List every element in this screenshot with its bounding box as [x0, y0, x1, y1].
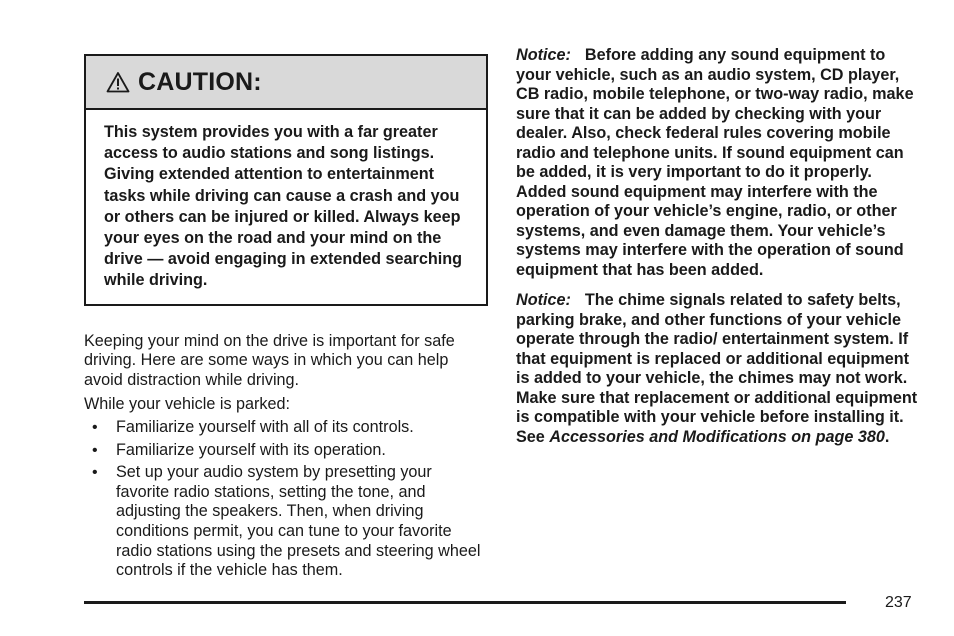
cross-reference-link[interactable]: Accessories and Modifications on page 380 [549, 427, 885, 446]
notice-text: The chime signals related to safety belts, parking brake, and other functions of your vehicle operate through the radio/ entertainment system. If that equipment is replaced or additional equipment is added to your vehicle, the chimes may not work. Make sure that replacement or additional equipment is compatible with your vehicle before installing it. See [516, 291, 918, 446]
bullet-list [84, 418, 488, 581]
bullet-item [84, 463, 488, 581]
notice-label: Notice: [516, 46, 571, 64]
bullet-item [84, 441, 488, 461]
bullet-text: Set up your audio system by presetting your favorite radio stations, setting the tone, and adjusting the speakers. Then, when driving conditions permit, you can tune to your favorite radio stations using the presets and steering wheel controls if the vehicle has them. [116, 463, 481, 580]
notice-sound-equipment [516, 46, 921, 280]
footer-rule [84, 601, 846, 604]
intro-paragraph: Keeping your mind on the drive is important for safe driving. Here are some ways in which you can help avoid distraction while driving. [84, 331, 455, 389]
right-column [516, 46, 921, 447]
bullet-item [84, 418, 488, 438]
bullet-icon: • [92, 441, 98, 459]
notice-text: Before adding any sound equipment to your vehicle, such as an audio system, CD player, CB radio, mobile telephone, or two-way radio, make sure that it can be added by checking with your dealer. Also, check federal rules covering mobile radio and telephone units. If sound equipment can be added, it is very important to do it properly. Added sound equipment may interfere with the operation of your vehicle’s engine, radio, or other systems, and even damage them. Your vehicle’s systems may interfere with the operation of sound equipment that has been added. [516, 46, 914, 279]
notice-end: . [884, 427, 890, 446]
bullet-text: Familiarize yourself with its operation. [116, 440, 386, 459]
warning-triangle-icon [106, 71, 130, 93]
bullet-text: Familiarize yourself with all of its controls. [116, 418, 414, 436]
caution-text: This system provides you with a far greater access to audio stations and song listings. Giving extended attention to entertainment tasks while driving can cause a crash and you or others can be injured or killed. Always keep your eyes on the road and your mind on the drive — avoid engaging in extended searching while driving. [104, 123, 463, 290]
caution-title: CAUTION: [138, 67, 262, 96]
caution-box [84, 54, 488, 306]
caution-header [86, 56, 486, 110]
page-number: 237 [885, 594, 912, 611]
bullet-icon: • [92, 464, 98, 482]
parked-paragraph: While your vehicle is parked: [84, 395, 291, 414]
notice-label: Notice: [516, 291, 571, 309]
bullet-icon: • [92, 419, 98, 436]
left-column [84, 54, 488, 581]
notice-chime-signals [516, 291, 921, 447]
